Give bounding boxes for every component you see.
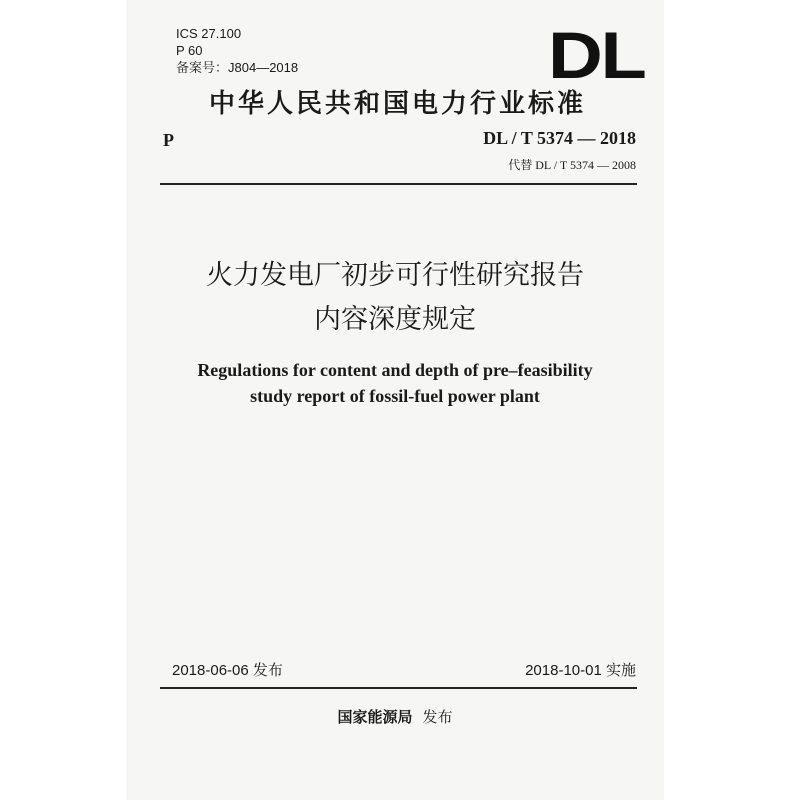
dl-logo: DL: [548, 18, 645, 92]
publisher-action: 发布: [422, 708, 453, 726]
publisher: [126, 706, 664, 727]
title-chinese-line2: 内容深度规定: [314, 304, 476, 335]
title-english-line1: Regulations for content and depth of pre–feasibility: [197, 360, 593, 380]
category-code: P: [163, 130, 174, 150]
header-divider: [160, 183, 637, 185]
title-english-line2: study report of fossil-fuel power plant: [250, 386, 540, 406]
title-chinese-line1: 火力发电厂初步可行性研究报告: [206, 260, 584, 291]
filing-number: 备案号：J804—2018: [176, 60, 299, 75]
standard-number: DL / T 5374 — 2018: [483, 128, 636, 148]
classification-code: P 60: [176, 43, 203, 58]
footer-divider: [160, 687, 637, 689]
issue-date: 2018-06-06 发布: [172, 662, 283, 679]
publisher-organization: 国家能源局: [337, 708, 413, 726]
ics-code: ICS 27.100: [176, 26, 242, 41]
replaces-standard: 代替 DL / T 5374 — 2008: [508, 158, 636, 172]
implementation-date: 2018-10-01 实施: [525, 662, 636, 679]
standard-title: 中华人民共和国电力行业标准: [208, 89, 586, 119]
